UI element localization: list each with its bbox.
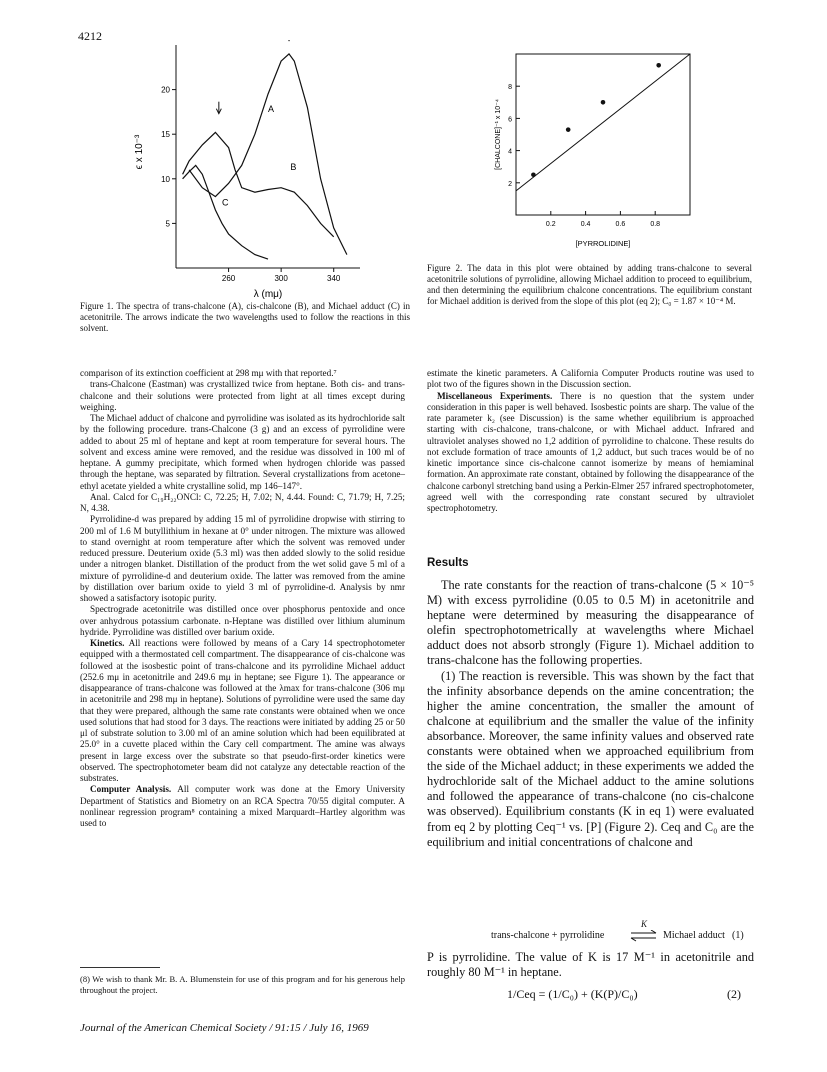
paragraph-text: All reactions were followed by means of a Cary 14 spectrophotometer equipped with a thermostated cell compartment. The disappearance of cis-chalcone was followed at the isosbestic point of trans-chalcone and its pyrrolidine Michael adduct (252.6 mμ in acetonitrile and 249.6 mμ in heptane; see Figure 1). The appearance or disappearance of trans-chalcone was followed at the λmax for trans-chalcone (306 mμ in acetonitrile and 298 mμ in heptane). Solutions of pyrrolidine were used the same day that they were prepared, although the same rate constants were obtained when we once used solutions that had stood for 3 days. The reactions were initiated by adding 25 or 50 μl of substrate solution to 3.00 ml of an amine solution which had been equilibrated at 25.0° in a cuvette placed within the Cary cell compartment. The amine was always present in large excess over the substrate so that pseudo-first-order kinetics were observed. The spectrophotometer beam did not catalyze any detectable reaction of the substrates. xyxy=(80,638,405,783)
data-point xyxy=(566,127,571,132)
series-C-label: C xyxy=(222,197,229,208)
equation-1-right: Michael adduct xyxy=(663,930,725,941)
fit-line xyxy=(516,54,690,191)
footnote: (8) We wish to thank Mr. B. A. Blumenstein for use of this program and for his generous help throughout the project. xyxy=(80,974,405,995)
paragraph-text: Anal. Calcd for C₁₉H₂₂ONCl: C, 72.25; H, 7.02; N, 4.44. Found: C, 71.79; H, 7.25; N, 4.38. xyxy=(80,491,405,513)
y-tick-label: 10 xyxy=(161,174,170,184)
y-axis-label: [CHALCONE]⁻¹ x 10⁻⁴ xyxy=(495,99,502,170)
after-equation-1: P is pyrrolidine. The value of K is 17 M⁻¹ in acetonitrile and roughly 80 M⁻¹ in heptane. xyxy=(427,950,754,980)
y-tick-label: 6 xyxy=(508,116,512,124)
run-in-heading: Kinetics. xyxy=(90,638,129,648)
figure-2-caption: Figure 2. The data in this plot were obtained by adding trans-chalcone to several acetonitrile solutions of pyrrolidine, allowing Michael addition to proceed to equilibrium, and then determining the equilibrium chalcone concentrations. The equilibrium constant for Michael addition is derived from the slope of this plot (eq 2); C₀ = 1.87 × 10⁻⁴ M. xyxy=(427,263,752,306)
run-in-heading: Miscellaneous Experiments. xyxy=(437,390,561,401)
figure-1-chart xyxy=(120,40,370,300)
paragraph-text: comparison of its extinction coefficient at 298 mμ with that reported.⁷ xyxy=(80,368,337,378)
x-tick-label: 0.6 xyxy=(615,221,626,228)
equation-2-text: 1/Ceq = (1/C₀) + (K(P)/C₀) xyxy=(507,987,638,1001)
equilibrium-arrows-icon xyxy=(630,930,658,942)
left-paragraph xyxy=(80,413,405,492)
paragraph-text: Pyrrolidine-d was prepared by adding 15 ml of pyrrolidine dropwise with stirring to 200 ml of 1.6 M butyllithium in hexane at 0° under nitrogen. The mixture was allowed to stand overnight at room temperature after which the solvent was removed under reduced pressure. Deuterium oxide (5.3 ml) was then added slowly to the solid residue under a nitrogen blanket. Distillation of the product from the wet solid gave 5 ml of a mixture of pyrrolidine-d and deuterium oxide. The latter was removed from the amine by distillation over barium oxide to yield 3 ml of pyrrolidine-d. Analysis by nmr showed a satisfactory isotopic purity. xyxy=(80,514,405,603)
data-point xyxy=(531,172,536,177)
paragraph-text: There is no question that the system under consideration in this paper is well behaved. Isosbestic points are sharp. The value of the rate parameter k₂ (see Discussion) is the same whether equilibrium is approached starting with cis-chalcone, trans-chalcone, or with Michael adduct. Infrared and ultraviolet analyses showed no 1,2 addition of pyrrolidine to chalcone. These results do not exclude formation of trace amounts of 1,2 adduct, but such traces would be of no kinetic importance since cis-chalcone cannot isomerize by means of hemiaminal formation. An approximate rate constant, obtained by following the disappearance of the chalcone carbonyl stretching band using a Perkin-Elmer 257 infrared spectrophotometer, agreed well with the corresponding rate constant secured by ultraviolet spectrophotometry. xyxy=(427,390,754,513)
paragraph-text: The Michael adduct of chalcone and pyrrolidine was isolated as its hydrochloride salt by the following procedure. trans-Chalcone (3 g) and an excess of pyrrolidine were added to about 25 ml of heptane and kept at room temperature for several hours. The solvent and excess amine were removed, and the residue was dissolved in 100 ml of heptane. A gummy precipitate, which formed when hydrogen chloride was passed through the heptane, was separated by filtration. Several crystallizations from acetone–ethyl acetate yielded a white crystalline solid, mp 146–147°. xyxy=(80,413,405,491)
y-axis-label: ϵ x 10⁻³ xyxy=(134,134,145,170)
x-tick-label: 300 xyxy=(274,274,288,283)
paragraph-text: (1) The reaction is reversible. This was shown by the fact that the infinity absorbance depends on the amine concentration; the higher the amine concentration, the smaller the amount of chalcone at equilibrium and the smaller the value of the infinity absorbance. Moreover, the same infinity values and observed rate constants were obtained when we approached equilibrium from the side of the Michael adduct; in these experiments we added the hydrochloride salt of the Michael adduct to the amine solutions and followed the appearance of trans-chalcone (no cis-chalcone was observed). Equilibrium constants (K in eq 1) were evaluated from eq 2 by plotting Ceq⁻¹ vs. [P] (Figure 2). Ceq and C₀ are the equilibrium and initial concentrations of chalcone and xyxy=(427,668,754,849)
results-paragraph xyxy=(427,669,754,850)
right-small-paragraph xyxy=(427,368,754,391)
left-paragraph xyxy=(80,514,405,604)
figure-1-caption: Figure 1. The spectra of trans-chalcone (A), cis-chalcone (B), and Michael adduct (C) in acetonitrile. The arrows indicate the two wavelengths used to follow the reactions in this solvent. xyxy=(80,301,410,333)
paragraph-text: trans-Chalcone (Eastman) was crystallized twice from heptane. Both cis- and trans-chalcone and their solutions were protected from light at all times except during weighing. xyxy=(80,379,405,412)
equation-2-number: (2) xyxy=(727,987,741,1001)
left-paragraph xyxy=(80,638,405,784)
series-B-line xyxy=(183,132,334,236)
equation-1-k: K xyxy=(641,919,648,929)
paragraph-text: estimate the kinetic parameters. A California Computer Products routine was used to plot two of the figures shown in the Discussion section. xyxy=(427,368,754,390)
arrowhead-icon xyxy=(287,40,292,41)
right-column-results xyxy=(427,578,754,850)
left-paragraph xyxy=(80,604,405,638)
x-tick-label: 260 xyxy=(221,274,236,283)
left-paragraph xyxy=(80,492,405,515)
right-column-experimental xyxy=(427,368,754,514)
results-paragraph xyxy=(427,578,754,669)
equation-1-left: trans-chalcone + pyrrolidine xyxy=(491,930,605,941)
x-tick-label: 340 xyxy=(327,274,341,283)
figure-1-plot xyxy=(134,40,360,300)
page-number: 4212 xyxy=(78,29,102,43)
series-C-line xyxy=(183,165,268,259)
equation-1 xyxy=(427,919,754,948)
equation-1-number: (1) xyxy=(732,930,744,941)
y-tick-label: 8 xyxy=(508,84,512,92)
left-paragraph xyxy=(80,379,405,413)
series-A-label: A xyxy=(268,103,275,114)
x-axis-label: [PYRROLIDINE] xyxy=(575,239,631,248)
data-point xyxy=(601,100,606,105)
paragraph-text: All computer work was done at the Emory University Department of Statistics and Biometry on an RCA Spectra 70/55 digital computer. A nonlinear regression program⁸ containing a mixed Marquardt–Hartley algorithm was used to xyxy=(80,784,405,828)
series-B-label: B xyxy=(290,161,297,172)
x-tick-label: 0.4 xyxy=(580,221,591,228)
paragraph-text: Spectrograde acetonitrile was distilled once over phosphorus pentoxide and once over anhydrous potassium carbonate. n-Heptane was distilled over lithium aluminum hydride. Pyrrolidine was distilled over barium oxide. xyxy=(80,604,405,637)
series-A-line xyxy=(189,54,347,255)
x-tick-label: 0.8 xyxy=(650,221,661,228)
equation-2 xyxy=(427,987,754,1005)
footnote-rule xyxy=(80,967,160,968)
paragraph-text: The rate constants for the reaction of trans-chalcone (5 × 10⁻⁵ M) with excess pyrrolidine (0.05 to 0.5 M) in acetonitrile and heptane were determined by measuring the disappearance of olefin spectrophotometrically at wavelengths where Michael adduct does not absorb strongly (Figure 1). Michael addition to trans-chalcone has the following properties. xyxy=(427,578,754,668)
y-tick-label: 2 xyxy=(508,180,512,188)
y-tick-label: 5 xyxy=(165,219,170,229)
left-paragraph xyxy=(80,368,405,379)
y-tick-label: 15 xyxy=(161,130,170,140)
y-tick-label: 4 xyxy=(508,148,512,156)
plot-frame xyxy=(516,54,690,215)
data-point xyxy=(656,63,661,68)
x-axis-label: λ (mμ) xyxy=(253,289,283,300)
journal-footer: Journal of the American Chemical Society / 91:15 / July 16, 1969 xyxy=(80,1022,369,1034)
figure-2-chart xyxy=(490,50,700,265)
left-column xyxy=(80,368,405,829)
run-in-heading: Computer Analysis. xyxy=(90,784,178,795)
results-heading: Results xyxy=(427,557,469,569)
figure-2-plot xyxy=(495,54,690,248)
left-paragraph xyxy=(80,784,405,829)
x-tick-label: 0.2 xyxy=(545,221,556,228)
right-small-paragraph xyxy=(427,391,754,515)
y-tick-label: 20 xyxy=(161,85,170,95)
